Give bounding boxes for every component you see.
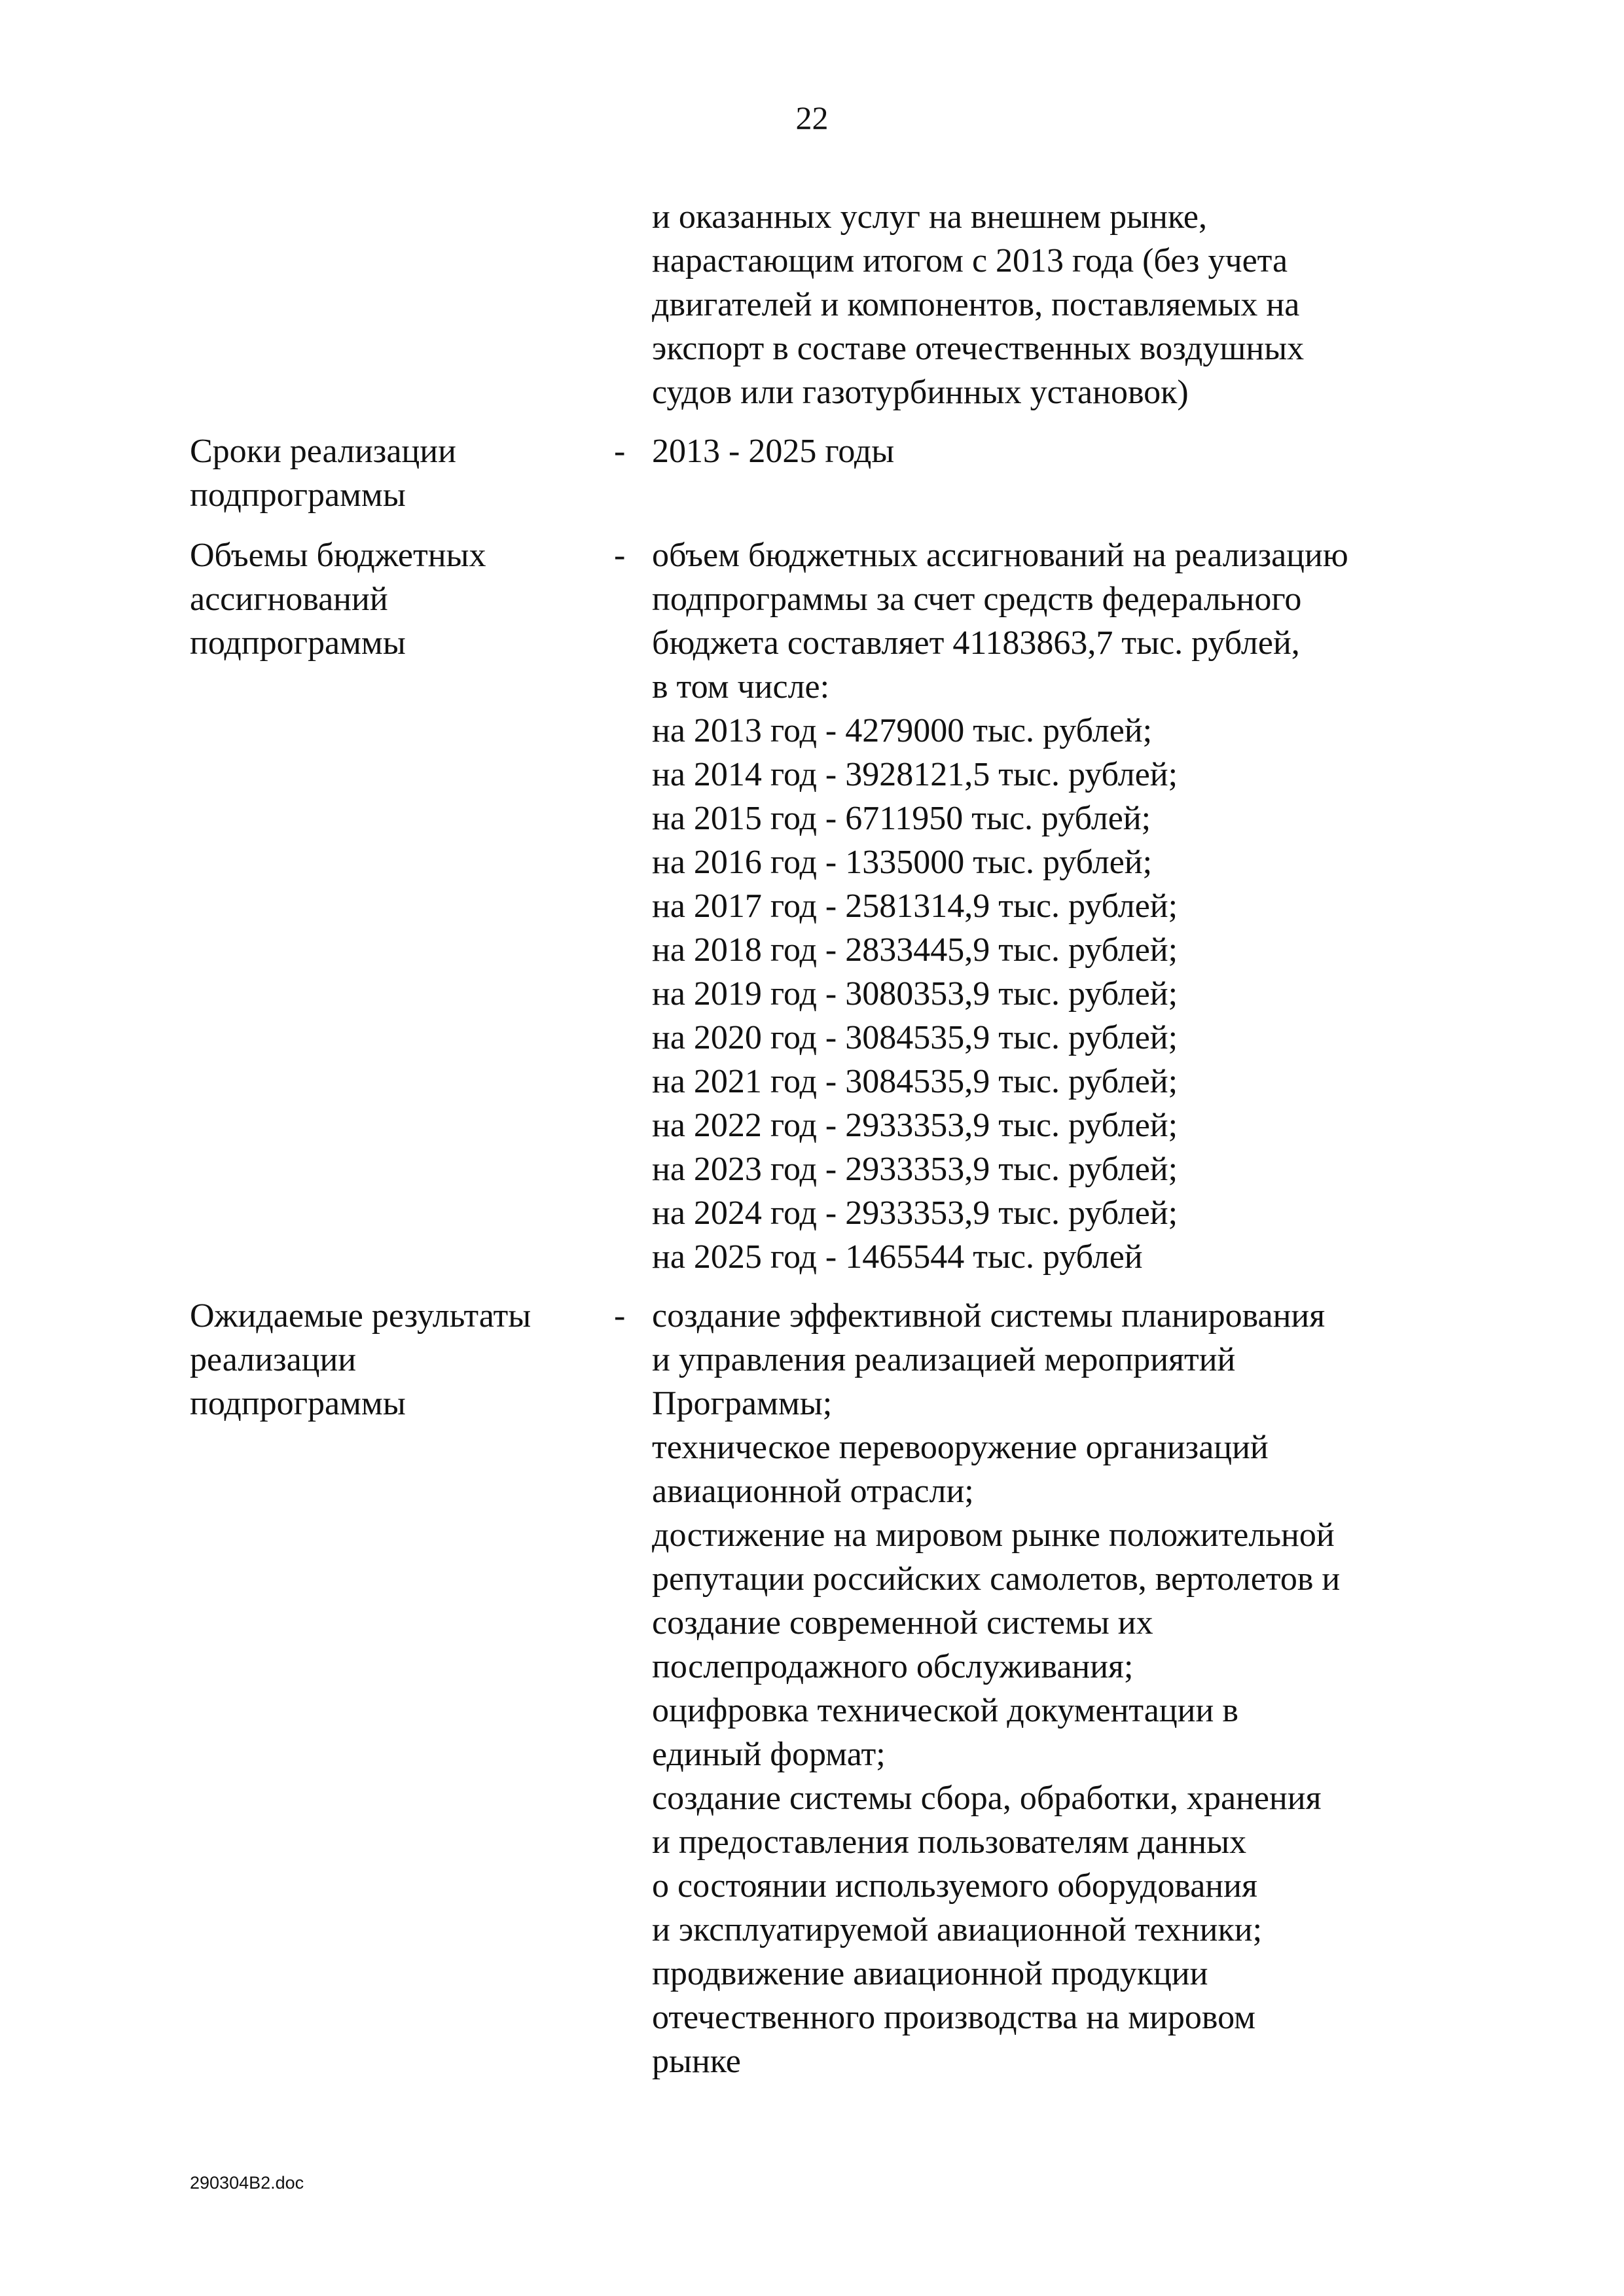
value-line: на 2023 год - 2933353,9 тыс. рублей; (652, 1151, 1178, 1188)
row-value (652, 533, 1503, 1279)
row-label (190, 533, 596, 665)
value-line: оцифровка технической документации в (652, 1692, 1238, 1729)
value-line: создание современной системы их (652, 1604, 1153, 1641)
text-line: судов или газотурбинных установок) (652, 374, 1189, 411)
page-number: 22 (795, 99, 829, 136)
value-line: на 2013 год - 4279000 тыс. рублей; (652, 712, 1153, 749)
label-line: подпрограммы (190, 624, 406, 662)
value-line: на 2025 год - 1465544 тыс. рублей (652, 1238, 1143, 1276)
row-dash: - (614, 1297, 626, 1335)
row-label (190, 1294, 596, 1426)
text-line: и оказанных услуг на внешнем рынке, (652, 198, 1207, 236)
document-code: 290304B2.doc (190, 2173, 304, 2193)
row-dash: - (614, 433, 626, 470)
value-line: и управления реализацией мероприятий (652, 1341, 1236, 1378)
value-line: подпрограммы за счет средств федерального (652, 581, 1302, 618)
value-line: создание системы сбора, обработки, хранения (652, 1780, 1322, 1817)
value-line: и предоставления пользователям данных (652, 1823, 1247, 1861)
label-line: подпрограммы (190, 476, 406, 514)
label-line: реализации (190, 1341, 357, 1378)
value-line: на 2020 год - 3084535,9 тыс. рублей; (652, 1019, 1178, 1056)
value-line: о состоянии используемого оборудования (652, 1867, 1257, 1905)
value-line: создание эффективной системы планирования (652, 1297, 1326, 1335)
label-line: Ожидаемые результаты (190, 1297, 532, 1335)
value-line: отечественного производства на мировом (652, 1999, 1256, 2036)
value-line: репутации российских самолетов, вертолетов и (652, 1560, 1341, 1598)
label-line: Объемы бюджетных (190, 537, 486, 574)
value-line: Программы; (652, 1385, 833, 1422)
value-line: рынке (652, 2043, 741, 2080)
value-line: единый формат; (652, 1736, 886, 1773)
value-line: авиационной отрасли; (652, 1473, 974, 1510)
label-line: подпрограммы (190, 1385, 406, 1422)
value-line: на 2019 год - 3080353,9 тыс. рублей; (652, 975, 1178, 1013)
text-line: экспорт в составе отечественных воздушных (652, 330, 1305, 367)
value-line: на 2015 год - 6711950 тыс. рублей; (652, 800, 1151, 837)
value-line: продвижение авиационной продукции (652, 1955, 1208, 1992)
value-line: объем бюджетных ассигнований на реализацию (652, 537, 1348, 574)
value-line: бюджета составляет 41183863,7 тыс. рублей, (652, 624, 1300, 662)
value-line: послепродажного обслуживания; (652, 1648, 1134, 1685)
text-line: нарастающим итогом с 2013 года (без учета (652, 242, 1288, 279)
value-line: и эксплуатируемой авиационной техники; (652, 1911, 1263, 1948)
value-line: на 2014 год - 3928121,5 тыс. рублей; (652, 756, 1178, 793)
value-line: на 2016 год - 1335000 тыс. рублей; (652, 844, 1153, 881)
value-line: техническое перевооружение организаций (652, 1429, 1269, 1466)
row-value (652, 1294, 1503, 2083)
row-value (652, 429, 1503, 473)
value-line: на 2021 год - 3084535,9 тыс. рублей; (652, 1063, 1178, 1100)
label-line: Сроки реализации (190, 433, 456, 470)
value-line: в том числе: (652, 668, 830, 706)
value-line: на 2024 год - 2933353,9 тыс. рублей; (652, 1194, 1178, 1232)
value-line: на 2017 год - 2581314,9 тыс. рублей; (652, 888, 1178, 925)
label-line: ассигнований (190, 581, 388, 618)
row-label (190, 429, 596, 517)
value-line: на 2018 год - 2833445,9 тыс. рублей; (652, 931, 1178, 969)
value-line: 2013 - 2025 годы (652, 433, 895, 470)
value-line: достижение на мировом рынке положительной (652, 1516, 1335, 1554)
text-line: двигателей и компонентов, поставляемых на (652, 286, 1300, 323)
row-dash: - (614, 537, 626, 574)
value-line: на 2022 год - 2933353,9 тыс. рублей; (652, 1107, 1178, 1144)
continuation-text (652, 195, 1503, 414)
